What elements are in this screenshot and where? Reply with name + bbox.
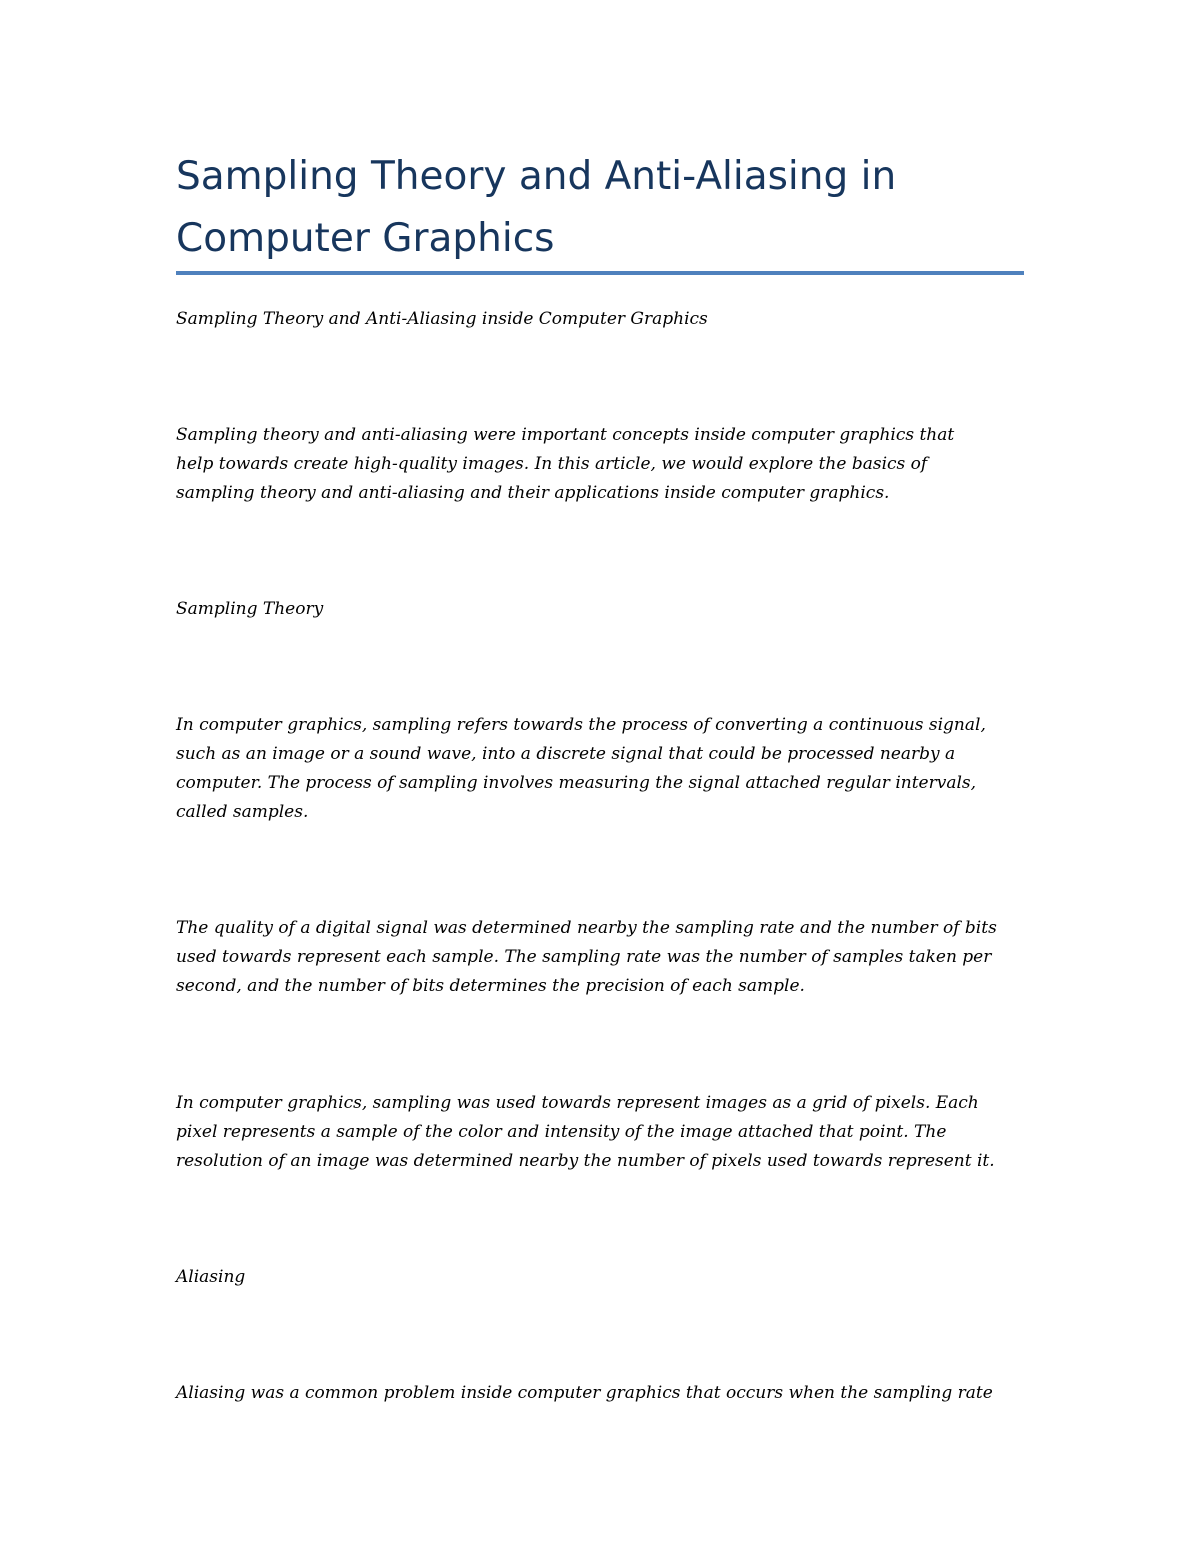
document-subtitle	[176, 305, 1036, 334]
heading-text: Aliasing	[176, 1267, 246, 1287]
paragraph-line: second, and the number of bits determines the precision of each sample.	[176, 976, 805, 996]
paragraph-line: computer. The process of sampling involves measuring the signal attached regular intervals,	[176, 773, 977, 793]
paragraph-line: sampling theory and anti-aliasing and their applications inside computer graphics.	[176, 483, 890, 503]
paragraph-line: In computer graphics, sampling refers towards the process of converting a continuous signal,	[176, 715, 986, 735]
sampling-paragraph-1	[176, 711, 1036, 827]
paragraph-line: help towards create high-quality images. In this article, we would explore the basics of	[176, 454, 928, 474]
paragraph-line: such as an image or a sound wave, into a discrete signal that could be processed nearby a	[176, 744, 956, 764]
paragraph-line: The quality of a digital signal was determined nearby the sampling rate and the number of bits	[176, 918, 997, 938]
title-line: Sampling Theory and Anti-Aliasing in	[176, 154, 897, 199]
intro-paragraph	[176, 421, 1036, 508]
sampling-paragraph-2	[176, 914, 1036, 1001]
subtitle-text: Sampling Theory and Anti-Aliasing inside Computer Graphics	[176, 309, 708, 329]
paragraph-line: Sampling theory and anti-aliasing were important concepts inside computer graphics that	[176, 425, 955, 445]
title-line: Computer Graphics	[176, 216, 555, 261]
sampling-paragraph-3	[176, 1089, 1036, 1176]
document-title	[176, 146, 1036, 270]
section-heading-aliasing	[176, 1263, 1036, 1292]
heading-text: Sampling Theory	[176, 599, 324, 619]
paragraph-line: used towards represent each sample. The sampling rate was the number of samples taken per	[176, 947, 992, 967]
section-heading-sampling-theory	[176, 595, 1036, 624]
paragraph-line: Aliasing was a common problem inside computer graphics that occurs when the sampling rate	[176, 1383, 993, 1403]
paragraph-line: resolution of an image was determined nearby the number of pixels used towards represent it.	[176, 1151, 995, 1171]
paragraph-line: In computer graphics, sampling was used towards represent images as a grid of pixels. Each	[176, 1093, 979, 1113]
paragraph-line: called samples.	[176, 802, 309, 822]
title-underline-rule	[176, 271, 1024, 275]
paragraph-line: pixel represents a sample of the color and intensity of the image attached that point. The	[176, 1122, 947, 1142]
aliasing-paragraph-1	[176, 1379, 1036, 1408]
